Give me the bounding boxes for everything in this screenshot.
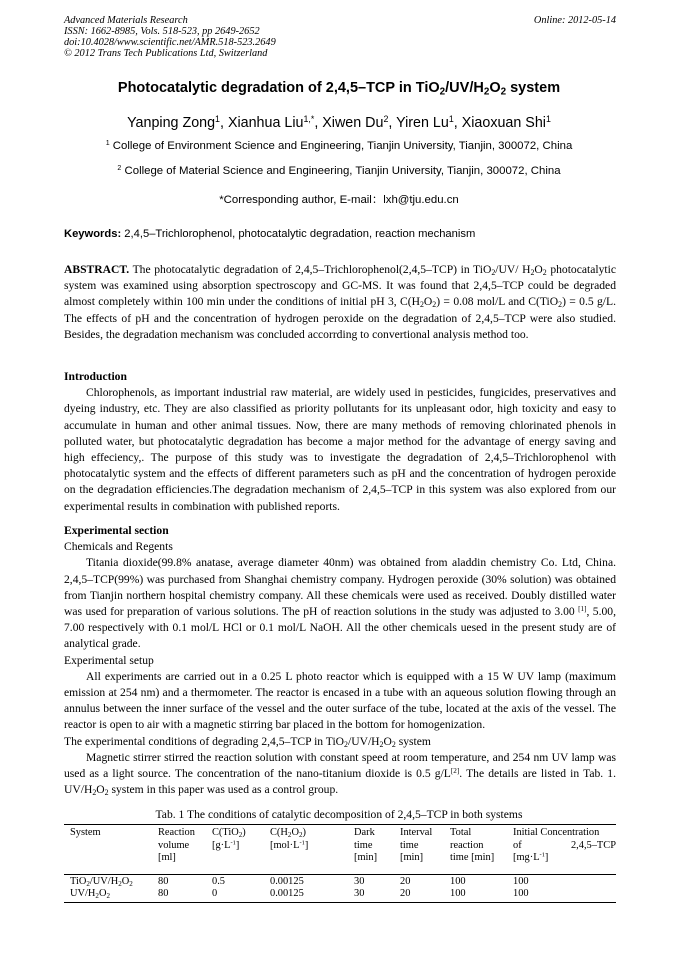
author-separator: , xyxy=(314,115,323,131)
subscript: 2 xyxy=(432,300,437,310)
title-text: O xyxy=(489,80,501,96)
header-text: ) xyxy=(242,827,246,838)
conditions-paragraph xyxy=(64,750,616,799)
cell-total-time: 100 xyxy=(450,888,466,899)
setup-paragraph: All experiments are carried out in a 0.25 L photo reactor which is equipped with a 15 W UV lamp (maximum emission at 254 nm) and a thermometer. The reactor is encased in a tube with an aqueous solution flowing through an annulus between the inner surface of the vessel and the outer surface of the tube, located at the axis of the vessel. The reactor is open to air with a magnetic stirring bar placed in the bottom for homogenization. xyxy=(64,669,616,732)
header-text: [mol·L xyxy=(270,839,300,851)
header-initial-concentration xyxy=(513,827,616,865)
abstract-text: The photocatalytic degradation of 2,4,5–Trichlorophenol(2,4,5–TCP) in TiO xyxy=(129,263,492,276)
subscript: 2 xyxy=(95,891,99,900)
header-text: of xyxy=(513,839,522,851)
header-text: ] xyxy=(235,839,240,851)
copyright-line: © 2012 Trans Tech Publications Ltd, Switzerland xyxy=(64,48,268,59)
header-text: Initial Concentration xyxy=(513,827,600,838)
cell-text: /UV/H xyxy=(89,876,119,887)
cell-initial-concentration: 100 xyxy=(513,876,529,887)
author-affiliation-mark: 1 xyxy=(215,114,220,125)
subscript: 2 xyxy=(238,830,243,839)
experimental-section xyxy=(64,523,616,798)
paragraph-text: Titania dioxide(99.8% anatase, average diameter 40nm) was obtained from aladdin chemistry Co. Ltd, China. 2,4,5–TCP(99%) was purchased from Shanghai chemistry company. Hydrogen peroxide (30% solution) was obtained from Tianjin northern hospital chemistry company. All these chemicals were used as received. Doubly distilled water was used for preparation of various solutions. The pH of reaction solutions in the study was adjusted to 3.00 xyxy=(64,556,616,619)
header-interval-time xyxy=(400,827,432,865)
subscript: 2 xyxy=(419,300,424,310)
affiliation-text: College of Material Science and Engineering, Tianjin University, Tianjin, 300072, China xyxy=(124,165,561,177)
cell-tio2: 0 xyxy=(212,888,218,899)
affiliation-text: College of Environment Science and Engineering, Tianjin University, Tianjin, 300072, China xyxy=(112,140,573,152)
cell-system xyxy=(70,876,133,889)
header-text: C(TiO xyxy=(212,827,239,838)
header-system: System xyxy=(70,827,101,838)
cell-tio2: 0.5 xyxy=(212,876,225,887)
abstract-text: photocatalytic system was examined using absorption spectroscopy and GC-MS. It was found that 2,4,5–TCP could be degraded almost completely within 100 min under the conditions of initial pH 3, C(H xyxy=(64,263,616,309)
author-affiliation-mark: 1 xyxy=(448,114,454,125)
subscript: 2 xyxy=(391,739,396,749)
header-text: Total xyxy=(450,827,472,838)
author-separator: , xyxy=(453,115,462,131)
cell-interval-time: 20 xyxy=(400,888,411,899)
subscript: 2 xyxy=(86,879,90,888)
author-separator: , xyxy=(219,115,228,131)
cell-text: UV/H xyxy=(70,888,96,899)
subscript: 2 xyxy=(287,830,292,839)
header-text: ] xyxy=(544,852,549,864)
online-date: Online: 2012-05-14 xyxy=(533,15,616,26)
subscript: 2 xyxy=(379,739,384,749)
subscript: 2 xyxy=(558,300,563,310)
paragraph-text: system in this paper was used as a control group. xyxy=(108,783,339,797)
header-text: O xyxy=(291,827,299,838)
affiliation-number: 1 xyxy=(105,140,110,148)
cell-h2o2: 0.00125 xyxy=(270,876,304,887)
keywords-label: Keywords: xyxy=(64,228,122,240)
header-text: time xyxy=(354,839,373,851)
header-text: ] xyxy=(304,839,309,851)
table-header-rule xyxy=(64,874,616,875)
author-name: Yiren Lu xyxy=(396,115,449,131)
citation-ref: [1] xyxy=(578,605,587,614)
header-tio2 xyxy=(212,827,246,852)
author-list xyxy=(0,115,678,131)
header-text: reaction xyxy=(450,839,484,851)
cell-text: O xyxy=(98,888,107,899)
heading-text: The experimental conditions of degrading 2,4,5–TCP in TiO xyxy=(64,734,345,748)
subscript: 2 xyxy=(106,891,110,900)
paragraph-text: . The details are listed in Tab. 1. UV/H xyxy=(64,767,616,797)
title-subscript: 2 xyxy=(483,86,490,98)
chemicals-paragraph xyxy=(64,555,616,652)
title-subscript: 2 xyxy=(439,86,446,98)
header-total-time xyxy=(450,827,494,865)
abstract xyxy=(64,262,616,343)
author-name: Xianhua Liu xyxy=(227,115,304,131)
paragraph-text: , 5.00, 7.00 respectively with 0.1 mol/L HCl or 0.1 mol/L NaOH. All the other chemicals uesed in the present study are of analytical grade. xyxy=(64,605,616,651)
header-text: Interval xyxy=(400,827,433,838)
section-heading: Introduction xyxy=(64,370,127,383)
table-top-rule xyxy=(64,824,616,825)
affiliation-1 xyxy=(0,140,678,152)
header-text: Dark xyxy=(354,827,375,838)
heading-text: /UV/H xyxy=(347,734,380,748)
cell-total-time: 100 xyxy=(450,876,466,887)
header-text: [ml] xyxy=(158,852,176,864)
cell-dark-time: 30 xyxy=(354,888,365,899)
abstract-text: /UV/ xyxy=(495,263,519,276)
issn-line: ISSN: 1662-8985, Vols. 518-523, pp 2649-2652 xyxy=(64,26,260,37)
header-text: 2,4,5–TCP xyxy=(570,839,616,851)
author-name: Xiaoxuan Shi xyxy=(461,115,546,131)
subscript: 2 xyxy=(129,879,133,888)
introduction-section xyxy=(64,369,616,515)
paragraph-text: O xyxy=(96,783,105,797)
abstract-text: O xyxy=(423,295,433,309)
title-text: system xyxy=(506,80,561,96)
subscript: 2 xyxy=(530,267,535,277)
paper-title xyxy=(0,80,678,96)
abstract-text: ) = 0.5 g/L. The effects of pH and the concentration of hydrogen peroxide on the degradation of 2,4,5–TCP were also studied. Besides, the degradation mechanism was concluded accorrding to convertional analysis method too. xyxy=(64,295,616,341)
subscript: 2 xyxy=(491,267,496,277)
author-name: Xiwen Du xyxy=(322,115,384,131)
abstract-label: ABSTRACT. xyxy=(64,263,130,276)
cell-text: O xyxy=(121,876,130,887)
header-text: [min] xyxy=(354,852,378,864)
journal-name: Advanced Materials Research xyxy=(64,15,188,26)
cell-dark-time: 30 xyxy=(354,876,365,887)
header-text: time xyxy=(400,839,419,851)
table-bottom-rule xyxy=(64,902,616,903)
header-text: ) xyxy=(302,827,306,838)
keywords-text: 2,4,5–Trichlorophenol, photocatalytic degradation, reaction mechanism xyxy=(121,228,476,240)
subscript: 2 xyxy=(92,788,97,798)
header-text: [mg·L xyxy=(513,852,540,864)
citation-ref: [2] xyxy=(450,767,460,776)
journal-header xyxy=(64,15,616,59)
heading-text: O xyxy=(383,734,392,748)
superscript: -1 xyxy=(539,851,545,859)
header-volume xyxy=(158,827,195,865)
keywords xyxy=(64,228,616,240)
abstract-text: O xyxy=(534,263,543,276)
header-text: Reaction xyxy=(158,827,195,838)
header-text: volume xyxy=(158,839,190,851)
superscript: -1 xyxy=(230,839,236,847)
cell-volume: 80 xyxy=(158,888,169,899)
cell-text: TiO xyxy=(70,876,87,887)
table-caption: Tab. 1 The conditions of catalytic decomposition of 2,4,5–TCP in both systems xyxy=(155,808,523,821)
subscript: 2 xyxy=(542,267,547,277)
author-name: Yanping Zong xyxy=(127,115,216,131)
subsection-heading: Chemicals and Regents xyxy=(64,540,173,554)
cell-initial-concentration: 100 xyxy=(513,888,529,899)
corresponding-author: *Corresponding author, E-mail：lxh@tju.edu.cn xyxy=(219,194,459,206)
subscript: 2 xyxy=(298,830,303,839)
affiliation-number: 2 xyxy=(117,165,122,173)
conditions-table xyxy=(64,824,616,904)
subscript: 2 xyxy=(344,739,348,749)
paragraph-text: Magnetic stirrer stirred the reaction solution with constant speed at room temperature, and 254 nm UV lamp was used as a light source. The concentration of the nano-titanium dioxide is 0.5 g/L xyxy=(64,750,616,781)
header-dark-time xyxy=(354,827,377,865)
title-text: /UV/H xyxy=(445,80,484,96)
affiliation-2 xyxy=(0,165,678,177)
author-separator: , xyxy=(388,115,397,131)
abstract-text: H xyxy=(522,263,531,276)
title-text: Photocatalytic degradation of 2,4,5–TCP in TiO xyxy=(117,80,440,96)
doi-line: doi:10.4028/www.scientific.net/AMR.518-523.2649 xyxy=(64,37,276,48)
introduction-paragraph: Chlorophenols, as important industrial raw material, are widely used in pesticides, fungicides, preservatives and dyeing industry, etc. They are also classified as priority pollutants for its unpleasant odor, high toxicity and easy to accumulate in human and other animal tissues. Now, there are many methods of removing chlorinated phenols in polluted water, but photocatalytic degradation has become a major method for the advantage of energy saving and high effeciency,. The purpose of this study was to investigate the degradation of 2,4,5–Trichlorophenol with photocatalytic system and the effects of different parameters such as pH and the concentration of hydrogen peroxide on the degradation efficiencies.The degradation mechanism of 2,4,5–TCP in this system was also explored from our experimental results in combination with published reports. xyxy=(64,386,616,513)
subsection-heading xyxy=(64,734,616,750)
header-text: [g·L xyxy=(212,839,231,851)
header-text: C(H xyxy=(270,827,288,838)
cell-system xyxy=(70,888,110,901)
subsection-heading: Experimental setup xyxy=(64,653,154,667)
title-subscript: 2 xyxy=(500,86,507,98)
superscript: -1 xyxy=(299,839,305,847)
author-affiliation-mark: 2 xyxy=(383,114,389,125)
section-heading: Experimental section xyxy=(64,524,169,537)
header-h2o2 xyxy=(270,827,308,852)
heading-text: system xyxy=(395,734,431,748)
subscript: 2 xyxy=(104,788,109,798)
header-text: [min] xyxy=(400,852,424,864)
cell-volume: 80 xyxy=(158,876,169,887)
author-affiliation-mark: 1 xyxy=(545,114,551,125)
abstract-text: ) = 0.08 mol/L and C(TiO xyxy=(436,295,559,309)
author-affiliation-mark: 1,* xyxy=(303,114,315,125)
cell-interval-time: 20 xyxy=(400,876,411,887)
header-text: time [min] xyxy=(450,852,495,864)
subscript: 2 xyxy=(118,879,122,888)
cell-h2o2: 0.00125 xyxy=(270,888,304,899)
